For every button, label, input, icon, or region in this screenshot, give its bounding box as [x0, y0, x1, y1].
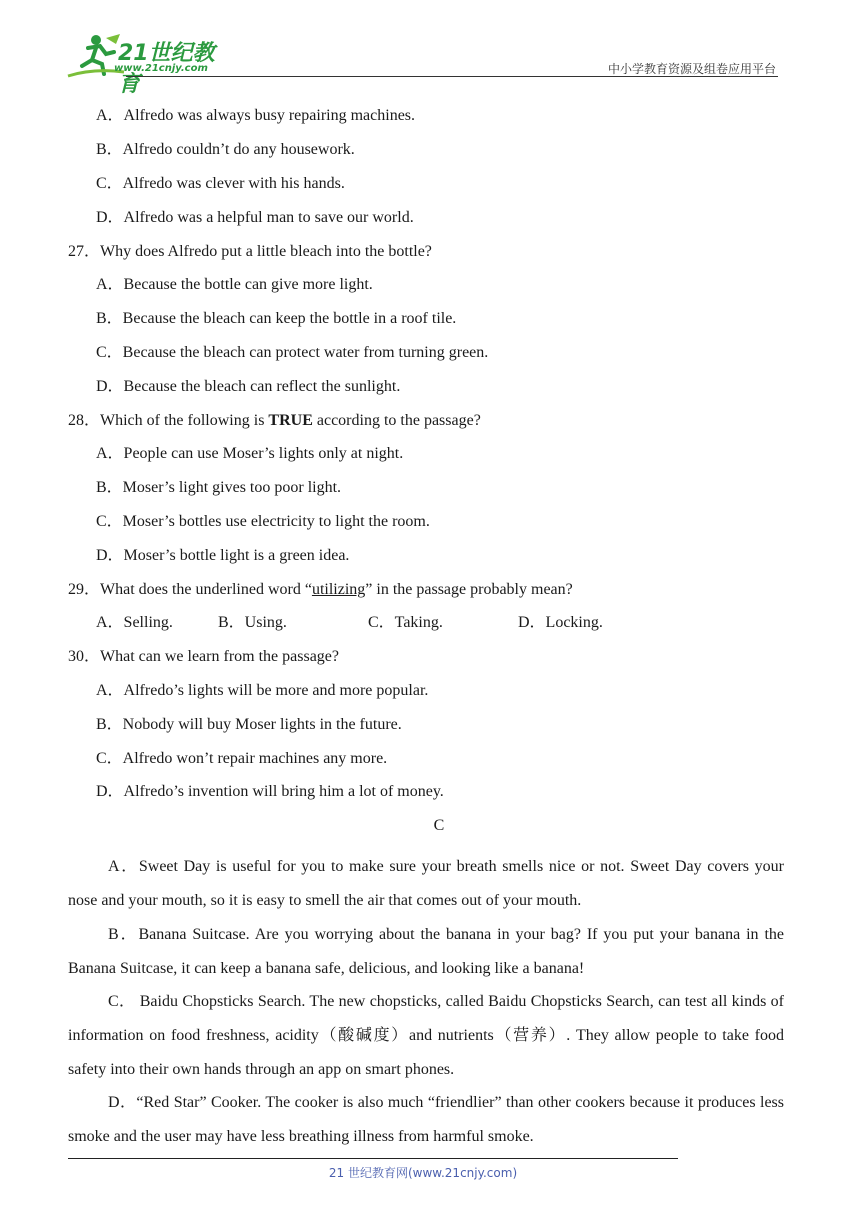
section-c-paragraph-a: A．Sweet Day is useful for you to make sure your breath smells nice or not. Sweet Day covers your nose and your mouth, so it is easy to smell the air that comes out of your mouth.	[68, 858, 784, 909]
q28-option-c: C．Moser’s bottles use electricity to light the room.	[96, 513, 430, 530]
q27-option-c: C．Because the bleach can protect water from turning green.	[96, 344, 489, 361]
q29-option-d: D．Locking.	[518, 614, 603, 631]
q29-question	[68, 580, 573, 600]
q28-option-b: B．Moser’s light gives too poor light.	[96, 479, 342, 496]
q26-option-c: C．Alfredo was clever with his hands.	[96, 175, 345, 192]
q26-option-b: B．Alfredo couldn’t do any housework.	[96, 141, 355, 158]
q29-underlined-word: utilizing	[311, 581, 366, 598]
site-logo[interactable]	[66, 32, 236, 97]
q27-option-d: D．Because the bleach can reflect the sunlight.	[96, 378, 401, 395]
q26-option-d: D．Alfredo was a helpful man to save our world.	[96, 209, 414, 226]
footer-divider	[68, 1158, 678, 1159]
q28-question-bold: TRUE	[268, 412, 313, 429]
q27-question: 27．Why does Alfredo put a little bleach into the bottle?	[68, 243, 432, 260]
q30-option-b: B．Nobody will buy Moser lights in the future.	[96, 716, 402, 733]
logo-url: www.21cnjy.com	[114, 63, 208, 74]
q27-option-a: A．Because the bottle can give more light.	[96, 276, 373, 293]
q29-option-a: A．Selling.	[96, 614, 173, 631]
section-c-paragraph-b: B．Banana Suitcase. Are you worrying about the banana in your bag? If you put your banana in the Banana Suitcase, it can keep a banana safe, delicious, and looking like a banana!	[68, 926, 784, 977]
q29-option-b: B．Using.	[218, 614, 287, 631]
q30-question: 30．What can we learn from the passage?	[68, 648, 339, 665]
q28-option-a: A．People can use Moser’s lights only at night.	[96, 445, 404, 462]
page-header	[66, 30, 778, 97]
logo-text: 21世纪教育	[118, 41, 215, 97]
q30-option-c: C．Alfredo won’t repair machines any more.	[96, 750, 388, 767]
q28-question	[68, 411, 481, 431]
header-divider	[126, 76, 778, 77]
q26-option-a: A．Alfredo was always busy repairing machines.	[96, 107, 416, 124]
q27-option-b: B．Because the bleach can keep the bottle in a roof tile.	[96, 310, 457, 327]
section-c-paragraph-c: C． Baidu Chopsticks Search. The new chopsticks, called Baidu Chopsticks Search, can test all kinds of information on food freshness, acidity（酸碱度）and nutrients（营养）. They allow people to take food safety into their own hands through an app on smart phones.	[68, 993, 784, 1078]
q28-option-d: D．Moser’s bottle light is a green idea.	[96, 547, 350, 564]
q30-option-d: D．Alfredo’s invention will bring him a lot of money.	[96, 783, 444, 800]
section-c-heading: C	[433, 817, 445, 834]
q28-question-suffix: according to the passage?	[312, 412, 481, 429]
footer-text[interactable]: 21 世纪教育网(www.21cnjy.com)	[328, 1166, 518, 1180]
q29-question-suffix: ” in the passage probably mean?	[365, 581, 573, 598]
section-c-paragraph-d: D．“Red Star” Cooker. The cooker is also much “friendlier” than other cookers because it produces less smoke and the user may have less breathing illness from harmful smoke.	[68, 1094, 784, 1145]
q29-question-prefix: 29．What does the underlined word “	[68, 581, 312, 598]
q30-option-a: A．Alfredo’s lights will be more and more popular.	[96, 682, 429, 699]
header-platform-name: 中小学教育资源及组卷应用平台	[607, 62, 776, 76]
q29-option-c: C．Taking.	[368, 614, 443, 631]
q28-question-prefix: 28．Which of the following is	[68, 412, 269, 429]
